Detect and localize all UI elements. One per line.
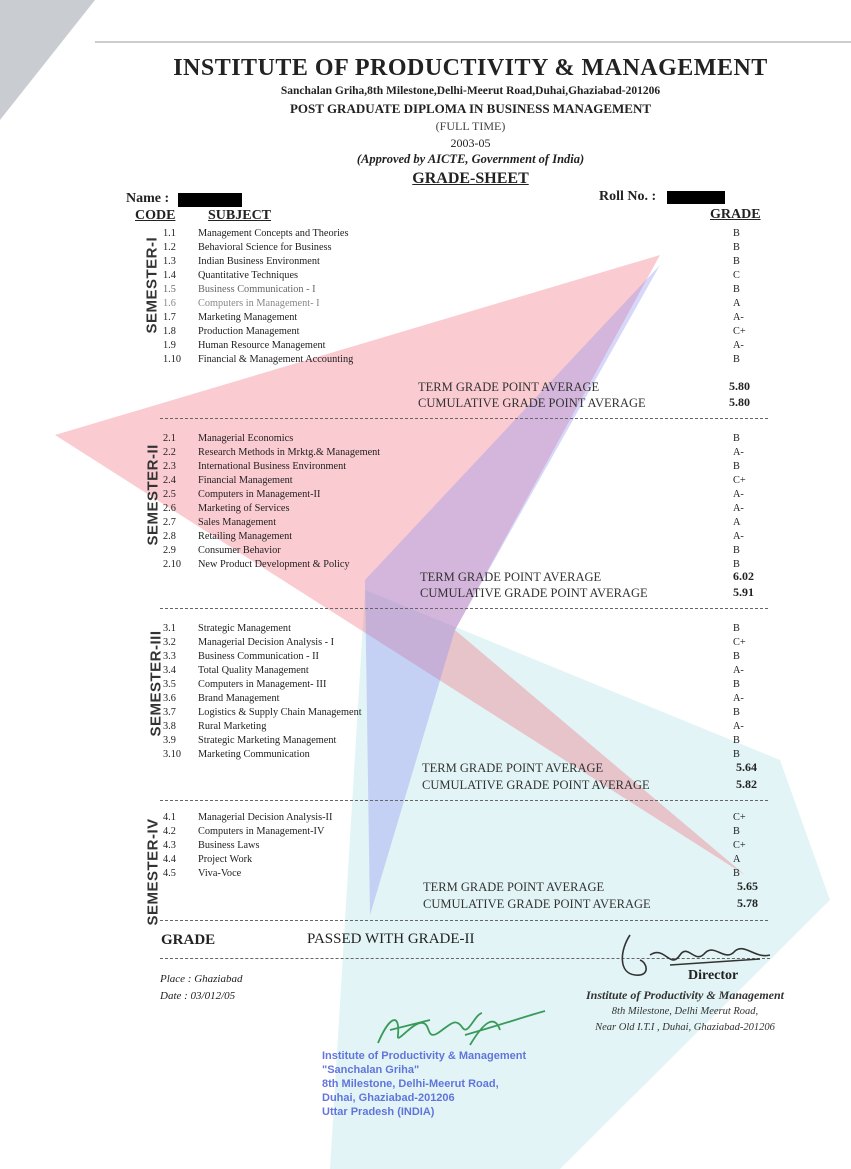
course-code: 4.5 [163, 868, 176, 879]
course-code: 3.8 [163, 721, 176, 732]
course-subject: Computers in Management-IV [198, 826, 325, 837]
cumulative-gpa-label: CUMULATIVE GRADE POINT AVERAGE [422, 778, 650, 792]
course-row [163, 811, 773, 824]
course-row [163, 650, 773, 663]
course-code: 3.6 [163, 693, 176, 704]
semester-label: SEMESTER-I [143, 236, 161, 334]
blue-stamp-line: Institute of Productivity & Management [322, 1050, 527, 1062]
course-row [163, 446, 773, 459]
course-code: 3.3 [163, 651, 176, 662]
course-subject: Business Communication - II [198, 651, 319, 662]
course-code: 3.9 [163, 735, 176, 746]
course-subject: Marketing Management [198, 312, 298, 323]
course-code: 1.10 [163, 354, 182, 365]
cumulative-gpa-value: 5.82 [736, 777, 757, 791]
course-grade: A- [733, 721, 744, 732]
course-row [163, 678, 773, 691]
cumulative-gpa-value: 5.78 [737, 896, 758, 910]
course-subject: Human Resource Management [198, 340, 326, 351]
term-gpa-label: TERM GRADE POINT AVERAGE [418, 380, 600, 394]
course-subject: Consumer Behavior [198, 545, 281, 556]
course-code: 3.1 [163, 623, 176, 634]
course-grade: C+ [733, 637, 746, 648]
semester-label: SEMESTER-II [144, 444, 162, 546]
course-row [163, 474, 773, 487]
grade-header: GRADE [710, 207, 761, 222]
course-row [163, 488, 773, 501]
course-subject: Financial Management [198, 475, 293, 486]
course-grade: A- [733, 489, 744, 500]
course-grade: C+ [733, 326, 746, 337]
result-value: PASSED WITH GRADE-II [307, 931, 475, 947]
course-code: 4.4 [163, 854, 176, 865]
course-grade: C+ [733, 812, 746, 823]
course-grade: B [733, 228, 740, 239]
course-subject: Project Work [198, 854, 253, 865]
course-row [163, 748, 773, 761]
course-code: 2.8 [163, 531, 176, 542]
course-subject: Financial & Management Accounting [198, 354, 354, 365]
course-subject: Viva-Voce [198, 868, 242, 879]
course-code: 1.2 [163, 242, 176, 253]
course-row [163, 255, 773, 268]
course-row [163, 516, 773, 529]
course-code: 3.2 [163, 637, 176, 648]
course-row [163, 325, 773, 338]
blue-stamp-line: "Sanchalan Griha" [322, 1064, 420, 1076]
course-subject: Managerial Economics [198, 433, 294, 444]
course-grade: B [733, 433, 740, 444]
cumulative-gpa-label: CUMULATIVE GRADE POINT AVERAGE [418, 396, 646, 410]
course-grade: B [733, 242, 740, 253]
course-subject: Total Quality Management [198, 665, 309, 676]
course-grade: C+ [733, 475, 746, 486]
course-code: 2.10 [163, 559, 182, 570]
program-session: 2003-05 [450, 136, 491, 150]
term-gpa-label: TERM GRADE POINT AVERAGE [423, 880, 605, 894]
course-code: 4.3 [163, 840, 176, 851]
course-row [163, 734, 773, 747]
course-subject: International Business Environment [198, 461, 347, 472]
semester-label: SEMESTER-IV [144, 818, 162, 926]
course-grade: A- [733, 665, 744, 676]
cumulative-gpa-label: CUMULATIVE GRADE POINT AVERAGE [423, 897, 651, 911]
course-code: 2.1 [163, 433, 176, 444]
course-subject: Computers in Management-II [198, 489, 321, 500]
document-title-text: GRADE-SHEET [412, 170, 529, 187]
course-code: 3.4 [163, 665, 176, 676]
date-label: Date : 03/012/05 [160, 990, 236, 1002]
course-row [163, 269, 773, 282]
blue-stamp-line: Uttar Pradesh (INDIA) [322, 1106, 435, 1118]
roll-redaction [667, 191, 725, 204]
course-code: 2.4 [163, 475, 176, 486]
course-code: 1.5 [163, 284, 176, 295]
semester-divider [160, 920, 768, 921]
course-code: 2.9 [163, 545, 176, 556]
course-row [163, 460, 773, 473]
course-code: 2.2 [163, 447, 176, 458]
course-grade: B [733, 707, 740, 718]
course-row [163, 825, 773, 838]
term-gpa-label: TERM GRADE POINT AVERAGE [420, 570, 602, 584]
term-gpa-value: 6.02 [733, 569, 754, 583]
course-subject: Behavioral Science for Business [198, 242, 332, 253]
course-grade: A- [733, 340, 744, 351]
term-gpa-label: TERM GRADE POINT AVERAGE [422, 761, 604, 775]
course-subject: Computers in Management- I [198, 298, 320, 309]
course-subject: Managerial Decision Analysis - I [198, 637, 335, 648]
course-code: 2.3 [163, 461, 176, 472]
director-stamp-line: Near Old I.T.I , Duhai, Ghaziabad-201206 [595, 1022, 775, 1033]
cumulative-gpa-value: 5.91 [733, 585, 754, 599]
course-row [163, 502, 773, 515]
course-code: 1.3 [163, 256, 176, 267]
course-grade: A [733, 854, 741, 865]
director-stamp-line: Institute of Productivity & Management [585, 988, 784, 1002]
term-gpa-value: 5.64 [736, 760, 757, 774]
course-code: 1.4 [163, 270, 176, 281]
course-row [163, 241, 773, 254]
registrar-signature [370, 1005, 550, 1050]
course-row [163, 283, 773, 296]
course-code: 3.7 [163, 707, 176, 718]
course-subject: Marketing Communication [198, 749, 310, 760]
blue-stamp-line: 8th Milestone, Delhi-Meerut Road, [322, 1078, 499, 1090]
course-row [163, 353, 773, 366]
term-gpa-value: 5.80 [729, 379, 750, 393]
course-subject: Quantitative Techniques [198, 270, 299, 281]
course-code: 2.6 [163, 503, 176, 514]
course-grade: A [733, 517, 741, 528]
course-grade: B [733, 749, 740, 760]
course-code: 2.7 [163, 517, 176, 528]
course-grade: B [733, 284, 740, 295]
course-row [163, 432, 773, 445]
semester-divider [160, 608, 768, 609]
course-code: 2.5 [163, 489, 176, 500]
course-grade: B [733, 826, 740, 837]
blue-stamp-line: Duhai, Ghaziabad-201206 [322, 1092, 455, 1104]
course-grade: A- [733, 693, 744, 704]
course-grade: A- [733, 531, 744, 542]
name-label: Name : [126, 191, 170, 206]
course-subject: Indian Business Environment [198, 256, 320, 267]
course-grade: B [733, 623, 740, 634]
course-row [163, 622, 773, 635]
approval-note: (Approved by AICTE, Government of India) [356, 152, 585, 166]
course-row [163, 311, 773, 324]
course-code: 1.6 [163, 298, 176, 309]
course-row [163, 720, 773, 733]
course-grade: B [733, 735, 740, 746]
institute-title: INSTITUTE OF PRODUCTIVITY & MANAGEMENT [173, 55, 768, 81]
course-grade: B [733, 354, 740, 365]
course-subject: Production Management [198, 326, 300, 337]
roll-label: Roll No. : [599, 189, 657, 204]
document-title [45, 170, 851, 188]
course-subject: Logistics & Supply Chain Management [198, 707, 362, 718]
course-row [163, 664, 773, 677]
course-row [163, 706, 773, 719]
course-subject: Brand Management [198, 693, 280, 704]
cumulative-gpa-value: 5.80 [729, 395, 750, 409]
cumulative-gpa-label: CUMULATIVE GRADE POINT AVERAGE [420, 586, 648, 600]
course-subject: Business Communication - I [198, 284, 316, 295]
course-subject: Rural Marketing [198, 721, 267, 732]
subject-header: SUBJECT [208, 208, 272, 223]
course-subject: New Product Development & Policy [198, 559, 350, 570]
place-label: Place : Ghaziabad [160, 973, 243, 985]
course-subject: Strategic Marketing Management [198, 735, 337, 746]
course-grade: C+ [733, 840, 746, 851]
course-subject: Strategic Management [198, 623, 291, 634]
course-row [163, 297, 773, 310]
course-subject: Research Methods in Mrktg.& Management [198, 447, 381, 458]
course-row [163, 867, 773, 880]
course-code: 3.10 [163, 749, 182, 760]
course-row [163, 839, 773, 852]
course-row [163, 544, 773, 557]
term-gpa-value: 5.65 [737, 879, 758, 893]
director-stamp-line: 8th Milestone, Delhi Meerut Road, [611, 1006, 759, 1017]
course-grade: A- [733, 447, 744, 458]
course-code: 4.2 [163, 826, 176, 837]
course-subject: Managerial Decision Analysis-II [198, 812, 333, 823]
institute-address: Sanchalan Griha,8th Milestone,Delhi-Meerut Road,Duhai,Ghaziabad-201206 [280, 85, 661, 97]
semester-divider [160, 800, 768, 801]
course-row [163, 636, 773, 649]
result-label: GRADE [161, 932, 216, 948]
course-grade: A- [733, 312, 744, 323]
course-grade: C [733, 270, 740, 281]
course-code: 4.1 [163, 812, 176, 823]
course-subject: Business Laws [198, 840, 260, 851]
code-header: CODE [135, 208, 176, 223]
course-grade: A- [733, 503, 744, 514]
course-row [163, 339, 773, 352]
course-grade: B [733, 868, 740, 879]
program-title: POST GRADUATE DIPLOMA IN BUSINESS MANAGEMENT [289, 101, 652, 116]
course-grade: B [733, 256, 740, 267]
course-row [163, 853, 773, 866]
director-title: Director [688, 968, 739, 983]
semester-label: SEMESTER-III [147, 630, 165, 737]
course-code: 1.7 [163, 312, 176, 323]
semester-divider [160, 418, 768, 419]
course-subject: Retailing Management [198, 531, 293, 542]
course-row [163, 227, 773, 240]
course-grade: B [733, 651, 740, 662]
program-mode: (FULL TIME) [435, 119, 506, 133]
course-code: 1.1 [163, 228, 176, 239]
course-subject: Computers in Management- III [198, 679, 327, 690]
course-subject: Marketing of Services [198, 503, 290, 514]
course-code: 1.9 [163, 340, 176, 351]
course-grade: A [733, 298, 741, 309]
course-grade: B [733, 679, 740, 690]
course-row [163, 692, 773, 705]
name-redaction [178, 193, 242, 207]
course-subject: Management Concepts and Theories [198, 228, 349, 239]
course-grade: B [733, 461, 740, 472]
course-code: 3.5 [163, 679, 176, 690]
course-row [163, 530, 773, 543]
course-subject: Sales Management [198, 517, 277, 528]
course-grade: B [733, 559, 740, 570]
course-grade: B [733, 545, 740, 556]
course-code: 1.8 [163, 326, 176, 337]
